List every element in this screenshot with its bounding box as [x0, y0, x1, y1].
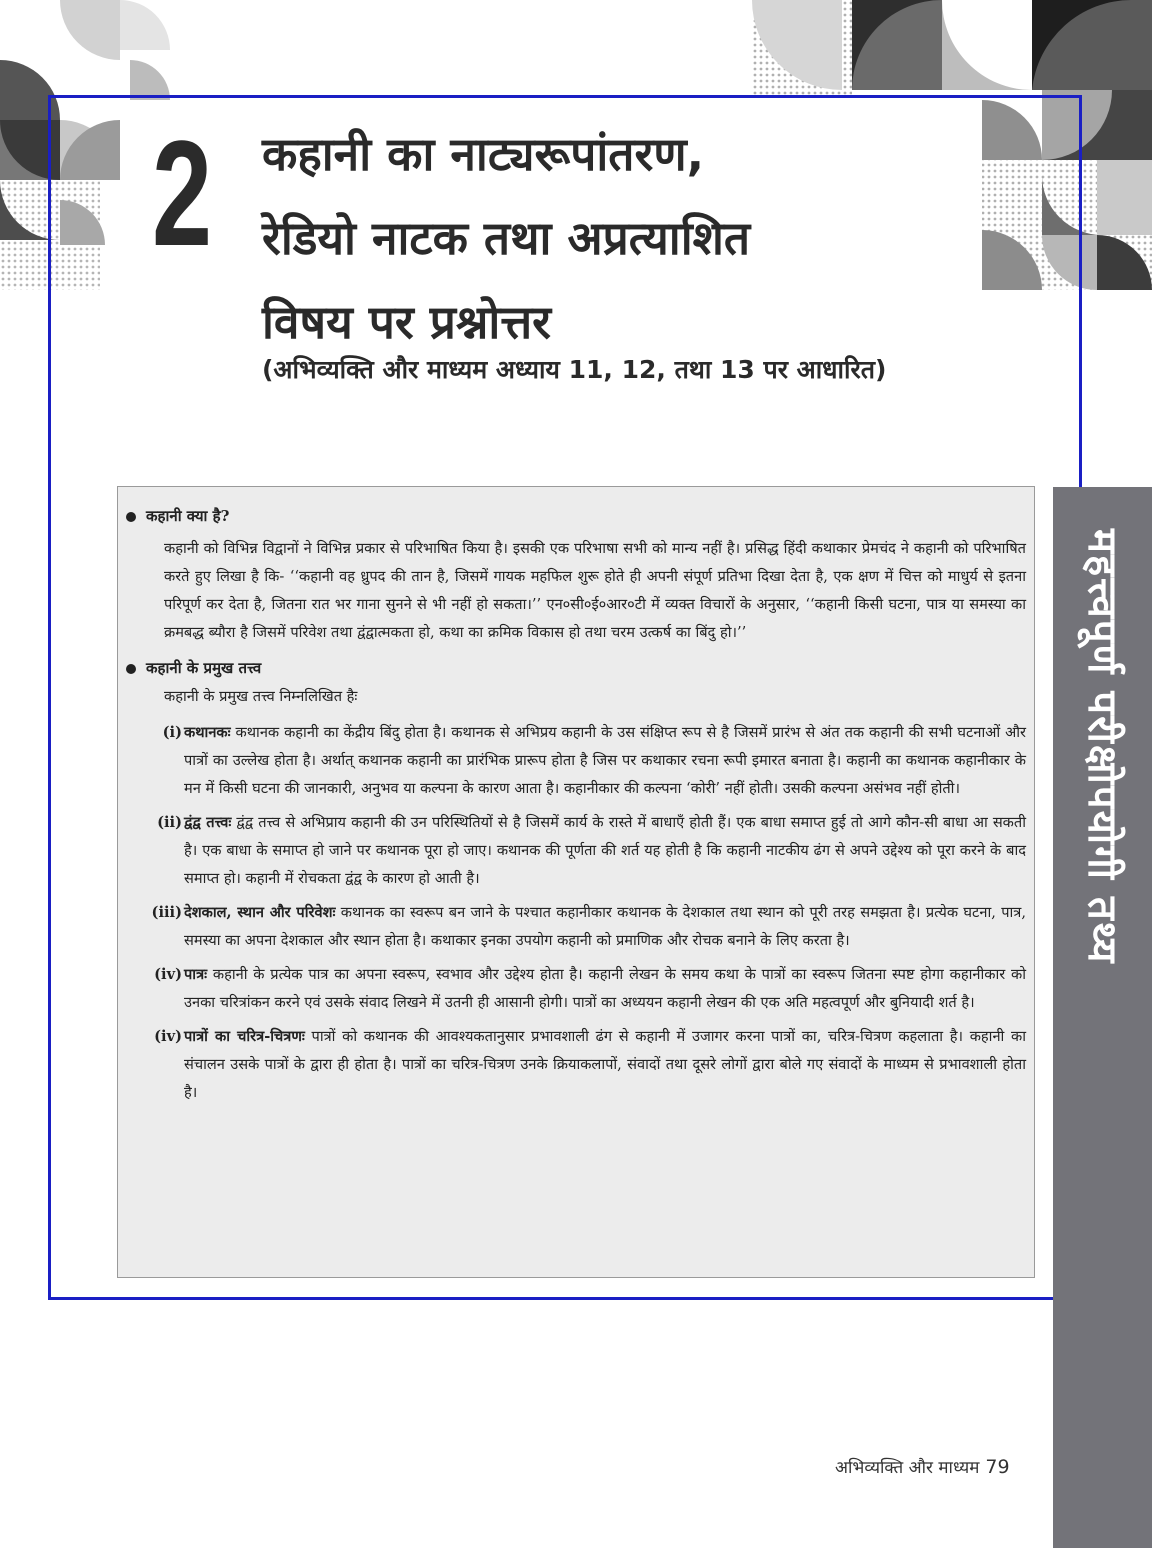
- item-term: देशकाल, स्थान और परिवेशः: [184, 904, 336, 921]
- page-footer: [835, 1455, 1010, 1478]
- section-heading: [126, 655, 1026, 681]
- item-term: द्वंद्व तत्त्वः: [184, 814, 232, 831]
- bullet-icon: [126, 664, 136, 674]
- content-box: [117, 486, 1035, 1278]
- item-term: पात्रों का चरित्र-चित्रणः: [184, 1028, 305, 1045]
- item-number: (ii): [157, 814, 182, 831]
- item-number: (iii): [151, 904, 182, 921]
- section-heading-text: कहानी क्या है?: [146, 507, 230, 525]
- item-text: कहानी के प्रत्येक पात्र का अपना स्वरूप, स्वभाव और उद्देश्य होता है। कहानी लेखन के समय कथा के पात्रों का स्वरूप जितना स्पष्ट होगा कहानीकार को उनका चरित्रांकन करने एवं उसके संवाद लिखने में उतनी ही आसानी होगी। पात्रों का अध्ययन कहानी लेखन की एक अति महत्वपूर्ण और बुनियादी शर्त है।: [184, 966, 1026, 1011]
- item-term: कथानकः: [184, 724, 231, 741]
- chapter-title-line: विषय पर प्रश्नोत्तर: [262, 295, 551, 349]
- section-intro: कहानी के प्रमुख तत्त्व निम्नलिखित हैः: [164, 688, 358, 705]
- item-text: कथानक कहानी का केंद्रीय बिंदु होता है। कथानक से अभिप्रय कहानी के उस संक्षिप्त रूप से है जिसमें प्रारंभ से अंत तक कहानी की सभी घटनाओं और पात्रों का उल्लेख होता है। अर्थात् कथानक कहानी का प्रारंभिक प्रारूप होता है जिस पर कथाकार रचना रूपी इमारत बनाता है। कहानी का कथानक कहानीकार के मन में किसी घटना की जानकारी, अनुभव या कल्पना के कारण आता है। कहानीकार की कल्पना ‘कोरी’ नहीं होती। उसकी कल्पना असंभव नहीं होती।: [184, 724, 1026, 797]
- list-item: [157, 809, 1026, 893]
- item-number: (i): [162, 724, 182, 741]
- section-paragraph: कहानी को विभिन्न विद्वानों ने विभिन्न प्रकार से परिभाषित किया है। इसकी एक परिभाषा सभी को मान्य नहीं है। प्रसिद्ध हिंदी कथाकार प्रेमचंद ने कहानी को परिभाषित करते हुए लिखा है कि- ‘‘कहानी वह ध्रुपद की तान है, जिसमें गायक महफिल शुरू होते ही अपनी संपूर्ण प्रतिभा दिखा देता है, एक क्षण में चित्त को माधुर्य से इतना परिपूर्ण कर देता है, जितना रात भर गाना सुनने से भी नहीं हो सकता।’’ एन०सी०ई०आर०टी में व्यक्त विचारों के अनुसार, ‘‘कहानी किसी घटना, पात्र या समस्या का क्रमबद्ध ब्यौरा है जिसमें परिवेश तथा द्वंद्वात्मकता हो, कथा का क्रमिक विकास हो तथा चरम उत्कर्ष का बिंदु हो।’’: [164, 540, 1026, 641]
- item-number: (iv): [154, 966, 182, 983]
- bullet-icon: [126, 512, 136, 522]
- item-term: पात्रः: [184, 966, 208, 983]
- item-text: कथानक का स्वरूप बन जाने के पश्चात कहानीकार कथानक के देशकाल तथा स्थान को पूरी तरह समझता है। प्रत्येक घटना, पात्र, समस्या का अपना देशकाल और स्थान होता है। कथाकार इनका उपयोग कहानी को प्रमाणिक और रोचक बनाने के लिए करता है।: [184, 904, 1026, 949]
- list-item: [162, 719, 1026, 803]
- chapter-subtitle: (अभिव्यक्ति और माध्यम अध्याय 11, 12, तथा 13 पर आधारित): [262, 355, 887, 384]
- side-tab-label-wrap: [1053, 487, 1152, 1007]
- list-item: [154, 961, 1026, 1017]
- item-number: (iv): [154, 1028, 182, 1045]
- list-item: [151, 899, 1026, 955]
- chapter-title-line: कहानी का नाट्यरूपांतरण,: [262, 127, 705, 181]
- section-heading: [126, 503, 1026, 529]
- item-text: द्वंद्व तत्त्व से अभिप्राय कहानी की उन परिस्थितियों से है जिसमें कार्य के रास्ते में बाधाएँ होती हैं। एक बाधा समाप्त हुई तो आगे कौन-सी बाधा आ सकती है। एक बाधा के समाप्त हो जाने पर कथानक पूरा हो जाए। कथानक की पूर्णता की शर्त यह होती है कि कहानी नाटकीय ढंग से अपने उद्देश्य को पूरा करने के बाद समाप्त हो। कहानी में रोचकता द्वंद्व के कारण हो आती है।: [184, 814, 1026, 887]
- chapter-title-line: रेडियो नाटक तथा अप्रत्याशित: [262, 211, 751, 265]
- side-tab-label: महत्त्वपूर्ण परीक्षोपयोगी तथ्य: [1079, 529, 1125, 965]
- element-list: [126, 719, 1026, 1107]
- section-heading-text: कहानी के प्रमुख तत्त्व: [146, 659, 262, 677]
- chapter-number: 2: [152, 109, 213, 277]
- footer-book-title: अभिव्यक्ति और माध्यम: [835, 1458, 980, 1478]
- list-item: [154, 1023, 1026, 1107]
- chapter-title: [262, 112, 962, 364]
- item-text: पात्रों को कथानक की आवश्यकतानुसार प्रभावशाली ढंग से कहानी में उजागर करना पात्रों का, चरित्र-चित्रण कहलाता है। कहानी का संचालन उसके पात्रों के द्वारा ही होता है। पात्रों का चरित्र-चित्रण उनके क्रियाकलापों, संवादों तथा दूसरे लोगों द्वारा बोले गए संवादों के माध्यम से प्रभावशाली होता है।: [184, 1028, 1026, 1101]
- page-number: 79: [985, 1456, 1010, 1478]
